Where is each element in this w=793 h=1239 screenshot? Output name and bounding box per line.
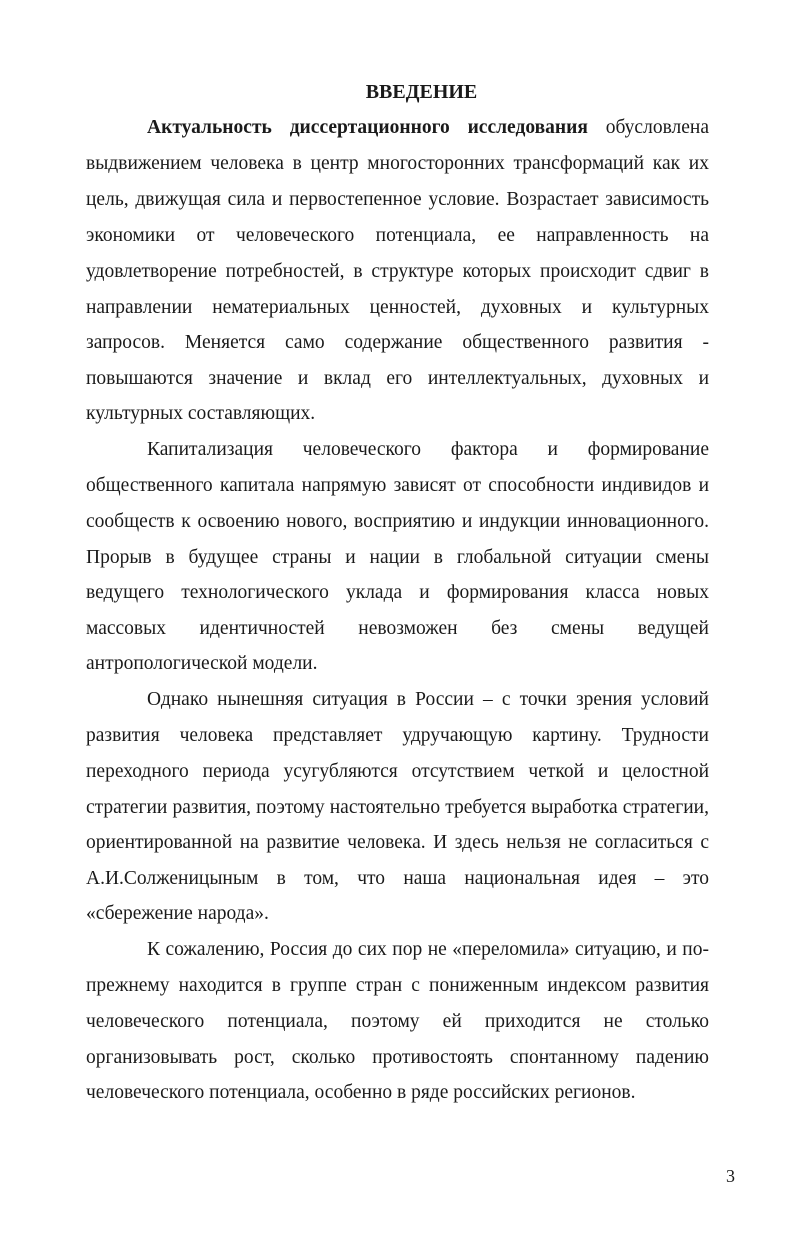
paragraph-2-line-3: сообществ к освоению нового, восприятию и индукции инновационного.	[86, 511, 709, 532]
paragraph-3-line-4: стратегии развития, поэтому настоятельно требуется выработка стратегии,	[86, 797, 709, 818]
paragraph-1-line-2: выдвижением человека в центр многосторонних трансформаций как их	[86, 153, 709, 174]
paragraph-3-line-2: развития человека представляет удручающую картину. Трудности	[86, 725, 709, 746]
paragraph-3-line-3: переходного периода усугубляются отсутствием четкой и целостной	[86, 761, 709, 782]
paragraph-2-line-1: Капитализация человеческого фактора и формирование	[147, 439, 709, 460]
paragraph-4-line-5: человеческого потенциала, особенно в ряде российских регионов.	[86, 1082, 636, 1103]
page-number: 3	[726, 1166, 735, 1186]
paragraph-1-line-8: повышаются значение и вклад его интеллектуальных, духовных и	[86, 368, 709, 389]
paragraph-2-line-5: ведущего технологического уклада и формирования класса новых	[86, 582, 709, 603]
page-title: ВВЕДЕНИЕ	[365, 81, 478, 103]
paragraph-1-line-5: удовлетворение потребностей, в структуре которых происходит сдвиг в	[86, 261, 709, 282]
paragraph-4-line-1: К сожалению, Россия до сих пор не «переломила» ситуацию, и по-	[147, 939, 709, 960]
paragraph-4-line-3: человеческого потенциала, поэтому ей приходится не столько	[86, 1011, 709, 1032]
paragraph-1-line-7: запросов. Меняется само содержание общественного развития -	[86, 332, 709, 353]
paragraph-1-line-9: культурных составляющих.	[86, 403, 316, 424]
paragraph-2-line-7: антропологической модели.	[86, 653, 318, 674]
paragraph-1-line-6: направлении нематериальных ценностей, духовных и культурных	[86, 297, 709, 318]
paragraph-2-line-6: массовых идентичностей невозможен без смены ведущей	[86, 618, 709, 639]
paragraph-4-line-2: прежнему находится в группе стран с пониженным индексом развития	[86, 975, 709, 996]
paragraph-3-line-7: «сбережение народа».	[86, 903, 269, 924]
paragraph-1-line-1: Актуальность диссертационного исследования обусловлена	[147, 117, 709, 138]
paragraph-1-line-4: экономики от человеческого потенциала, ее направленность на	[86, 225, 709, 246]
paragraph-2-line-2: общественного капитала напрямую зависят от способности индивидов и	[86, 475, 709, 496]
paragraph-3-line-1: Однако нынешняя ситуация в России – с точки зрения условий	[147, 689, 709, 710]
paragraph-2-line-4: Прорыв в будущее страны и нации в глобальной ситуации смены	[86, 547, 709, 568]
lead-phrase: Актуальность диссертационного исследования	[147, 117, 588, 138]
paragraph-1-line-3: цель, движущая сила и первостепенное условие. Возрастает зависимость	[86, 189, 709, 210]
paragraph-3-line-5: ориентированной на развитие человека. И здесь нельзя не согласиться с	[86, 832, 709, 853]
paragraph-3-line-6: А.И.Солженицыным в том, что наша национальная идея – это	[86, 868, 709, 889]
paragraph-4-line-4: организовывать рост, сколько противостоять спонтанному падению	[86, 1047, 709, 1068]
